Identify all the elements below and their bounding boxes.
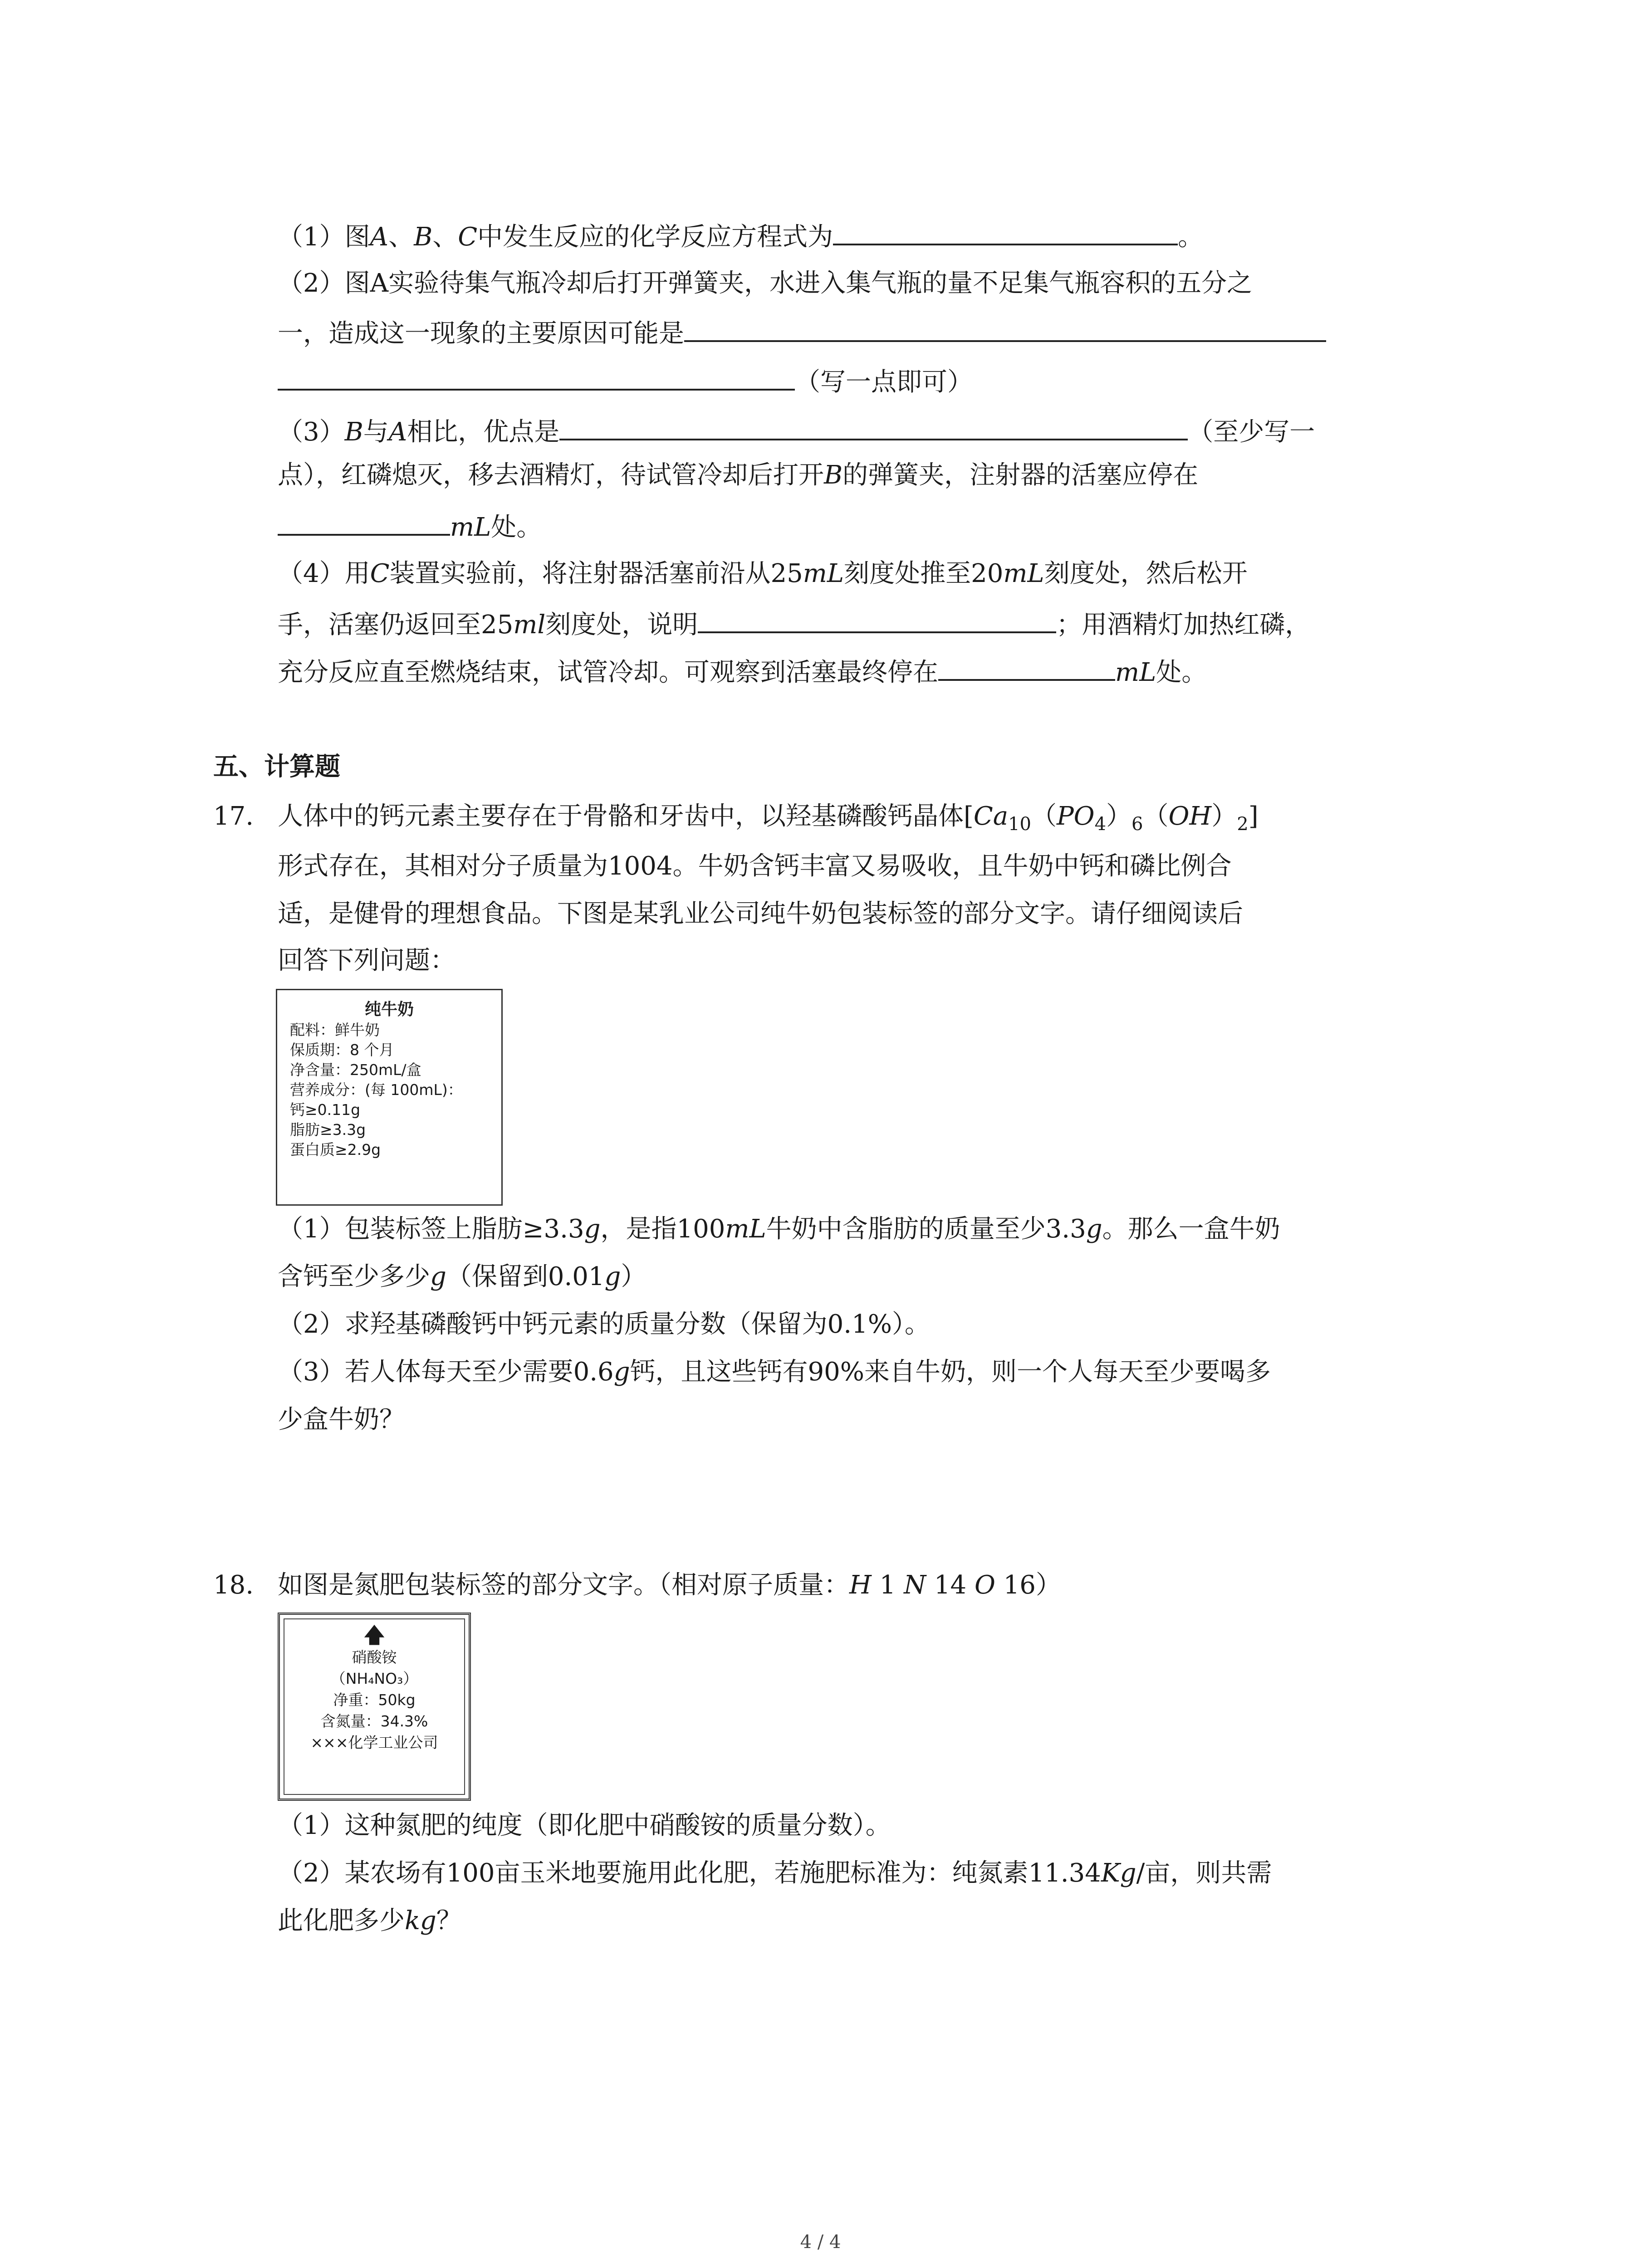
q17-line1: 人体中的钙元素主要存在于骨骼和牙齿中，以羟基磷酸钙晶体$[Ca_{10}(PO_4)_6(OH)_2]$ <box>278 802 1259 835</box>
fertilizer-name: 硝酸铵 <box>352 1648 397 1666</box>
page-number: 4 / 4 <box>800 2232 841 2253</box>
q16-part2-line3: （写一点即可） <box>278 361 973 401</box>
q17-line3: 适，是健骨的理想食品。下图是某乳业公司纯牛奶包装标签的部分文字。请仔细阅读后 <box>278 899 1243 929</box>
q16-part3-line3: mL处。 <box>278 506 542 546</box>
q18-line1: 如图是氮肥包装标签的部分文字。（相对原子质量：H 1 N 14 O 16） <box>278 1570 1061 1600</box>
q17-sub1-line1: （1）包装标签上脂肪≥3.3g，是指100mL牛奶中含脂肪的质量至少3.3g。那么一盒牛奶 <box>278 1214 1280 1244</box>
section-title: 五、计算题 <box>213 752 340 782</box>
question-number: 17. <box>213 802 254 831</box>
q17-sub3-line2: 少盒牛奶？ <box>278 1405 405 1434</box>
fertilizer-company: ×××化学工业公司 <box>310 1734 438 1751</box>
q16-part4-line2: 手，活塞仍返回至25ml刻度处，说明 ；用酒精灯加热红磷， <box>278 603 1310 643</box>
answer-blank-reason-cont[interactable] <box>278 361 795 391</box>
q17-sub3-line1: （3）若人体每天至少需要0.6g钙，且这些钙有90%来自牛奶，则一个人每天至少要喝多 <box>278 1357 1271 1387</box>
q16-part2-line2: 一，造成这一现象的主要原因可能是 <box>278 312 1326 352</box>
q16-part2-line1: （2）图A实验待集气瓶冷却后打开弹簧夹，水进入集气瓶的量不足集气瓶容积的五分之 <box>278 269 1253 298</box>
q17-line4: 回答下列问题： <box>278 946 456 975</box>
q16-part3-line2: 点），红磷熄灭，移去酒精灯，待试管冷却后打开B的弹簧夹，注射器的活塞应停在 <box>278 460 1199 490</box>
fertilizer-weight: 净重：50kg <box>333 1691 416 1709</box>
answer-blank-reason[interactable] <box>684 312 1326 342</box>
fertilizer-formula: （NH₄NO₃） <box>330 1670 418 1687</box>
answer-blank-equation[interactable] <box>833 215 1178 245</box>
milk-label-line: 营养成分：(每 100mL)： <box>290 1081 463 1099</box>
q17-sub2: （2）求羟基磷酸钙中钙元素的质量分数（保留为0.1%）。 <box>278 1310 930 1339</box>
milk-label-line: 净含量：250mL/盒 <box>290 1061 421 1079</box>
answer-blank-piston-c[interactable] <box>938 651 1115 681</box>
milk-label-line: 蛋白质≥2.9g <box>290 1141 381 1158</box>
q16-part1: （1）图A、B、C中发生反应的化学反应方程式为 。 <box>278 215 1203 255</box>
q16-part3-line1: （3）B与A相比，优点是 （至少写一 <box>278 411 1315 450</box>
q18-sub2-line2: 此化肥多少kg？ <box>278 1906 462 1936</box>
milk-label <box>276 989 503 1206</box>
milk-label-line: 钙≥0.11g <box>290 1101 361 1119</box>
fertilizer-nitrogen: 含氮量：34.3% <box>320 1712 428 1730</box>
q17-sub1-line2: 含钙至少多少g（保留到0.01g） <box>278 1262 647 1291</box>
q18-sub1: （1）这种氮肥的纯度（即化肥中硝酸铵的质量分数）。 <box>278 1811 891 1840</box>
answer-blank-advantage[interactable] <box>559 411 1188 440</box>
question-number: 18. <box>213 1570 254 1600</box>
answer-blank-airtight[interactable] <box>698 603 1056 633</box>
milk-label-title: 纯牛奶 <box>364 1000 414 1019</box>
milk-label-line: 脂肪≥3.3g <box>290 1121 366 1139</box>
up-arrow-icon: 🡅 <box>363 1623 386 1648</box>
q16-part4-line1: （4）用C装置实验前，将注射器活塞前沿从25mL刻度处推至20mL刻度处，然后松开 <box>278 559 1248 588</box>
q17-line2: 形式存在，其相对分子质量为1004。牛奶含钙丰富又易吸收，且牛奶中钙和磷比例合 <box>278 851 1232 881</box>
milk-label-line: 配料：鲜牛奶 <box>290 1021 380 1039</box>
q18-sub2-line1: （2）某农场有100亩玉米地要施用此化肥，若施肥标准为：纯氮素11.34Kg/亩，则共需 <box>278 1858 1272 1888</box>
fertilizer-label <box>278 1613 471 1801</box>
milk-label-line: 保质期：8 个月 <box>290 1041 394 1059</box>
answer-blank-piston-b[interactable] <box>278 506 450 536</box>
q16-part4-line3: 充分反应直至燃烧结束，试管冷却。可观察到活塞最终停在 mL处。 <box>278 651 1207 691</box>
